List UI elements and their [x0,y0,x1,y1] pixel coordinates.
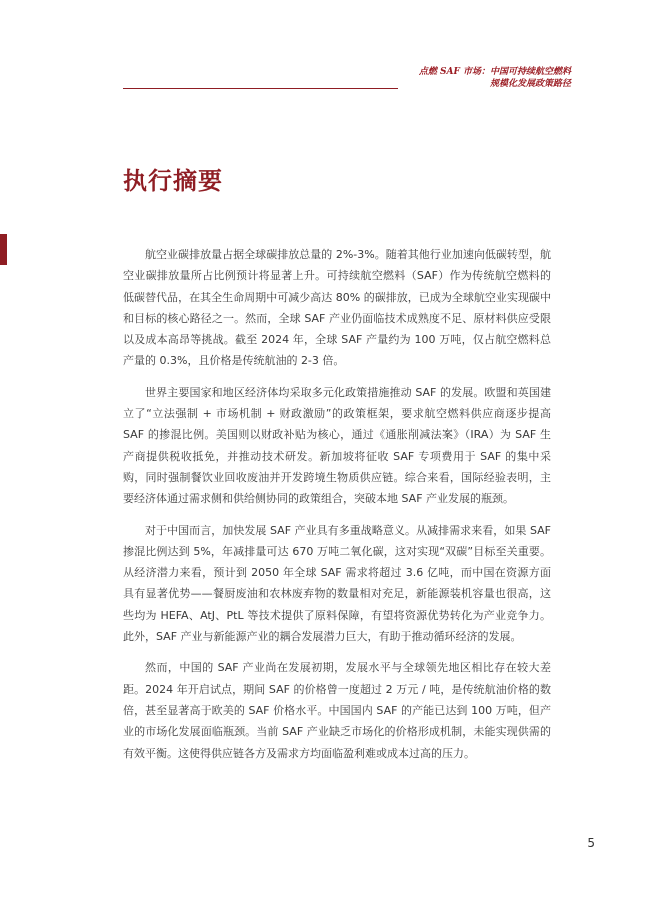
side-tab-marker [0,234,7,265]
running-header-line-1: 点燃 SAF 市场：中国可持续航空燃料 [418,67,571,77]
paragraph-1: 航空业碳排放量占据全球碳排放总量的 2%-3%。随着其他行业加速向低碳转型，航空业碳排放量所占比例预计将显著上升。可持续航空燃料（SAF）作为传统航空燃料的低碳替代品，在其全生命周期中可减少高达 80% 的碳排放，已成为全球航空业实现碳中和目标的核心路径之一。然而，全球 SAF 产业仍面临技术成熟度不足、原材料供应受限以及成本高昂等挑战。截至 2024 年，全球 SAF 产量约为 100 万吨，仅占航空燃料总产量的 0.3%，且价格是传统航油的 2-3 倍。 [123,248,551,368]
page-number: 5 [587,836,595,850]
running-header [419,66,571,90]
paragraph-3: 对于中国而言，加快发展 SAF 产业具有多重战略意义。从减排需求来看，如果 SAF 掺混比例达到 5%，年减排量可达 670 万吨二氧化碳，这对实现“双碳”目标至关重要。从经济潜力来看，预计到 2050 年全球 SAF 需求将超过 3.6 亿吨，而中国在资源方面具有显著优势——餐厨废油和农林废弃物的数量相对充足，新能源装机容量也很高，这些均为 HEFA、AtJ、PtL 等技术提供了原料保障，有望将资源优势转化为产业竞争力。此外，SAF 产业与新能源产业的耦合发展潜力巨大，有助于推动循环经济的发展。 [123,523,551,644]
paragraph-4: 然而，中国的 SAF 产业尚在发展初期，发展水平与全球领先地区相比存在较大差距。2024 年开启试点，期间 SAF 的价格曾一度超过 2 万元 / 吨，是传统航油价格的数倍，甚至显著高于欧美的 SAF 价格水平。中国国内 SAF 的产能已达到 100 万吨，但产业的市场化发展面临瓶颈。当前 SAF 产业缺乏市场化的价格形成机制，未能实现供需的有效平衡。这使得供应链各方及需求方均面临盈利难或成本过高的压力。 [123,661,551,760]
body-text [123,244,551,774]
header-divider [123,88,398,89]
page-title: 执行摘要 [123,166,223,195]
paragraph-2: 世界主要国家和地区经济体均采取多元化政策措施推动 SAF 的发展。欧盟和英国建立了“立法强制 + 市场机制 + 财政激励”的政策框架，要求航空燃料供应商逐步提高 SAF 的掺混比例。美国则以财政补贴为核心，通过《通胀削减法案》（IRA）为 SAF 生产商提供税收抵免，并推动技术研发。新加坡将征收 SAF 专项费用于 SAF 的集中采购，同时强制餐饮业回收废油并开发跨境生物质供应链。综合来看，国际经验表明，主要经济体通过需求侧和供给侧协同的政策组合，突破本地 SAF 产业发展的瓶颈。 [123,385,551,506]
running-header-line-2: 规模化发展政策路径 [489,79,571,89]
